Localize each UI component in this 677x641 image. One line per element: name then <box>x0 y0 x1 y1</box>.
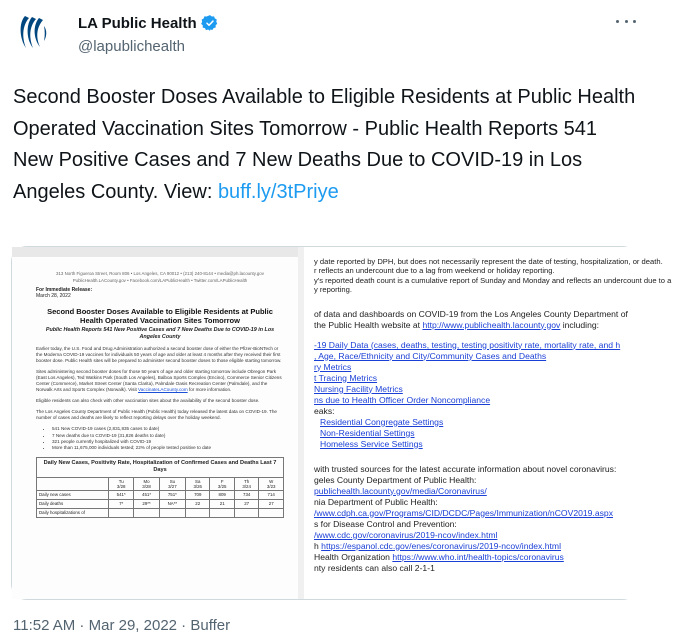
table-cell: NA** <box>159 499 185 508</box>
doc-bullet: • 541 New COVID-19 cases (2,831,835 cases to date) <box>52 426 284 432</box>
table-cell <box>186 508 210 517</box>
doc-date: March 28, 2022 <box>36 293 71 300</box>
doc-data-table <box>36 457 284 518</box>
outbreaks-label: eaks: <box>314 405 335 416</box>
data-intro-text: including: <box>560 319 600 330</box>
table-row-label: Daily deaths <box>37 499 109 508</box>
table-header-row <box>37 477 284 490</box>
source-label: h <box>314 540 322 551</box>
table-cell <box>109 508 134 517</box>
table-cell: 541* <box>109 490 134 499</box>
source-link: publichealth.lacounty.gov/media/Coronavirus/ <box>314 485 487 496</box>
dashboard-link: ry Metrics <box>314 361 352 372</box>
source-link: /www.cdph.ca.gov/Programs/CID/DCDC/Pages/Immunization/nCOV2019.aspx <box>314 507 613 518</box>
source-line: geles County Department of Public Health: <box>314 474 477 485</box>
table-cell: 714 <box>259 490 284 499</box>
table-cell: 27 <box>234 499 258 508</box>
table-day: Su 3/27 <box>159 477 185 490</box>
table-caption: Daily New Cases, Positivity Rate, Hospitalization of Confirmed Cases and Deaths Last 7 Days <box>37 457 284 477</box>
doc-header-line: 313 North Figueroa Street, Room 806 • Los Angeles, CA 90012 • (213) 240-8144 • media@ph.lacounty.gov <box>56 271 264 276</box>
tweet-text <box>13 82 638 208</box>
table-day: W 3/23 <box>259 477 284 490</box>
tweet-meta <box>13 617 230 634</box>
source-link: https://espanol.cdc.gov/enes/coronavirus/2019-ncov/index.html <box>321 540 561 551</box>
sources-intro: with trusted sources for the latest accurate information about novel coronavirus: <box>314 463 617 474</box>
footnote-line: r reflects an undercount due to a lag from weekend or holiday reporting. <box>314 266 555 276</box>
table-cell: 809 <box>210 490 234 499</box>
tweet-date[interactable]: Mar 29, 2022 <box>88 617 177 634</box>
doc-paragraph <box>36 369 284 393</box>
table-cell: 21 <box>210 499 234 508</box>
table-cell: 27 <box>259 499 284 508</box>
table-cell: 29** <box>134 499 159 508</box>
tweet-body: Second Booster Doses Available to Eligible Residents at Public Health Operated Vaccination Sites Tomorrow - Public Health Reports 541 New Positive Cases and 7 New Deaths Due to COVID-19 in Los Angeles County. View: <box>13 86 636 203</box>
table-row <box>37 499 284 508</box>
footnote-line: y reporting. <box>314 285 352 295</box>
doc-para-text: Sites administering second booster doses for those 50 years of age and older starting tomorrow include Obregon Park (East Los Angeles), Ted Watkins Park (South Los Angeles), Balboa Sports Complex (Encino), Commerce Senior Citizens Center (Commerce), Market Street Center (Santa Clarita), Palmdale Oasis Recreation Center (Palmdale), and the Norwalk Arts and Sports Complex (Norwalk). Visit <box>36 369 282 393</box>
table-cell <box>134 508 159 517</box>
source-line: s for Disease Control and Prevention: <box>314 518 457 529</box>
doc-title: Second Booster Doses Available to Eligible Residents at Public Health Operated Vaccination Sites Tomorrow <box>47 307 273 326</box>
doc-bullet: • More than 11,675,000 individuals tested; 22% of people tested positive to date <box>52 445 284 451</box>
doc-immediate-release <box>36 287 284 299</box>
doc-bullet: • 321 people currently hospitalized with COVID-19 <box>52 439 284 445</box>
doc-link: VaccinateLACounty.com <box>138 387 188 393</box>
doc-header-line: PublicHealth.LACounty.gov • Facebook.com/LAPublicHealth • Twitter.com/LAPublicHealth <box>72 277 248 283</box>
table-cell <box>234 508 258 517</box>
meta-separator: · <box>177 617 191 634</box>
source-link: https://www.who.int/health-topics/coronavirus <box>392 551 564 562</box>
source-line: nty residents can also call 2-1-1 <box>314 562 435 573</box>
doc-para-text: for more information. <box>187 387 232 393</box>
table-cell <box>210 508 234 517</box>
la-public-health-logo-icon <box>11 8 59 56</box>
tweet-author <box>78 14 219 55</box>
table-cell <box>259 508 284 517</box>
tweet-source[interactable]: Buffer <box>190 617 231 634</box>
table-day: Th 3/24 <box>234 477 258 490</box>
data-intro-text: the Public Health website at <box>314 319 423 330</box>
table-day: Sa 3/26 <box>186 477 210 490</box>
avatar[interactable] <box>11 8 59 56</box>
source-line <box>314 541 671 552</box>
meta-separator: · <box>75 617 89 634</box>
tweet-link[interactable]: buff.ly/3tPriye <box>217 180 339 203</box>
table-row <box>37 508 284 517</box>
doc-top-band <box>12 247 298 257</box>
source-line <box>314 552 671 563</box>
press-release-page-right <box>304 247 677 599</box>
dashboard-link: Nursing Facility Metrics <box>314 383 403 394</box>
outbreak-link: Residential Congregate Settings <box>320 416 444 427</box>
display-name[interactable]: LA Public Health <box>78 14 197 32</box>
tweet-media-image[interactable] <box>11 246 672 600</box>
table-cell <box>159 508 185 517</box>
table-cell: 451* <box>134 490 159 499</box>
source-link: /www.cdc.gov/coronavirus/2019-ncov/index.html <box>314 529 498 540</box>
verified-badge-icon <box>201 14 219 32</box>
doc-paragraph: Eligible residents can also check with other vaccination sites about the availability of the second booster dose. <box>36 398 260 404</box>
tweet-time[interactable]: 11:52 AM <box>13 617 76 634</box>
dashboard-link: -19 Daily Data (cases, deaths, testing, testing positivity rate, mortality rate, and h <box>314 339 621 350</box>
doc-bullet: • 7 New deaths due to COVID-19 (31,826 deaths to date) <box>52 433 284 439</box>
doc-immediate-label: For Immediate Release: <box>36 287 93 294</box>
table-day: Tu 3/28 <box>109 477 134 490</box>
table-cell: 734 <box>234 490 258 499</box>
table-cell: 709 <box>186 490 210 499</box>
doc-subtitle: Public Health Reports 541 New Positive Cases and 7 New Deaths Due to COVID-19 in Los Angeles County <box>45 327 275 340</box>
table-cell: 22 <box>186 499 210 508</box>
doc-paragraph: Earlier today, the U.S. Food and Drug Administration authorized a second booster dose of either the Pfizer-BioNTech or the Moderna COVID-19 vaccines for individuals 50 years of age and older at least 4 months after they received their first booster dose. Public Health sites will be prepared to administer second booster doses to those eligible starting tomorrow. <box>36 346 282 364</box>
table-cell: 751* <box>159 490 185 499</box>
footnote-line: y date reported by DPH, but does not necessarily represent the date of testing, hospitalization, or death. <box>314 257 663 266</box>
press-release-page-left <box>12 247 304 599</box>
table-cell: 7* <box>109 499 134 508</box>
table-row-label: Daily new cases <box>37 490 109 499</box>
dashboard-link: t Tracing Metrics <box>314 372 378 383</box>
table-row <box>37 490 284 499</box>
dashboard-link: , Age, Race/Ethnicity and City/Community Cases and Deaths <box>314 350 547 361</box>
dashboard-link: ns due to Health Officer Order Noncompliance <box>314 394 491 405</box>
footnote-line: y's reported death count is a cumulative report of Sunday and Monday and reflects an undercount due to a <box>314 275 672 285</box>
data-intro-line: of data and dashboards on COVID-19 from the Los Angeles County Department of <box>314 308 628 319</box>
outbreak-link: Non-Residential Settings <box>320 427 415 438</box>
doc-link: http://www.publichealth.lacounty.gov <box>422 319 561 330</box>
source-label: Health Organization <box>314 551 393 562</box>
data-intro-line <box>314 320 671 331</box>
table-row-label: Daily hospitalizations of <box>37 508 109 517</box>
outbreak-link: Homeless Service Settings <box>320 438 423 449</box>
table-corner <box>37 477 109 490</box>
doc-bullet-list <box>52 426 284 451</box>
doc-paragraph: The Los Angeles County Department of Public Health (Public Health) today released the latest data on COVID-19. The number of cases and deaths are likely to reflect reporting delays over the holiday weekend. <box>36 409 277 421</box>
source-line: nia Department of Public Health: <box>314 496 438 507</box>
more-options-icon[interactable] <box>616 14 636 28</box>
table-day: F 3/25 <box>210 477 234 490</box>
table-day: Mo 3/28 <box>134 477 159 490</box>
account-handle[interactable]: @lapublichealth <box>78 38 185 55</box>
